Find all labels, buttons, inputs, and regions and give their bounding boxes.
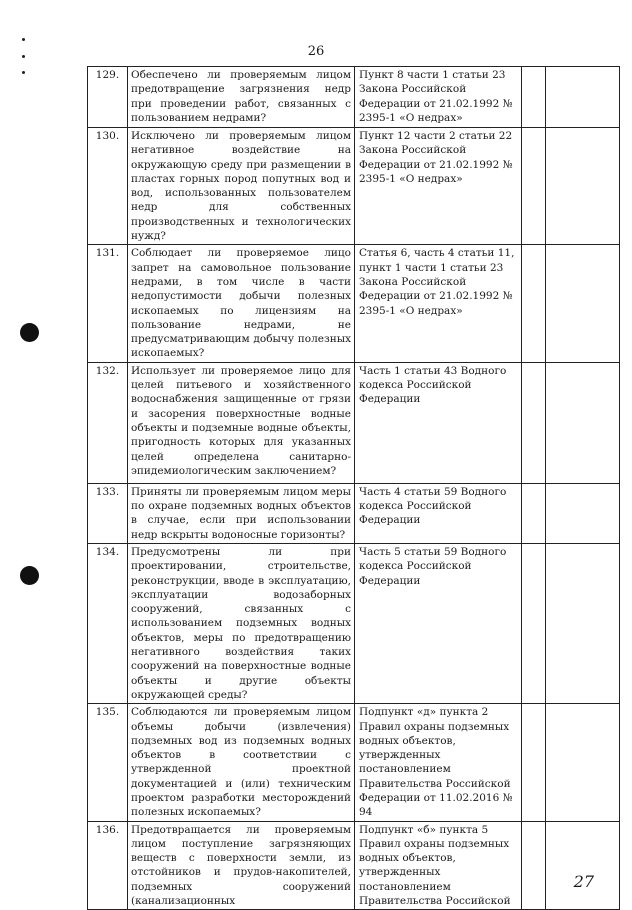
- row-reference: Часть 5 статьи 59 Водного кодекса Российской Федерации: [355, 543, 522, 703]
- row-question: Предусмотрены ли при проектировании, строительстве, реконструкции, вводе в эксплуатацию, эксплуатации водозаборных сооружений, связанных с использованием подземных водных объектов, меры по предотвращению негативного воздействия таких сооружений на поверхностные водные объекты и другие объекты окружающей среды?: [128, 543, 355, 703]
- row-question: Соблюдает ли проверяемое лицо запрет на самовольное пользование недрами, в том числе в части недопустимости добычи полезных ископаемых по лицензиям на пользование недрами, не предусматривающим добычу полезных ископаемых?: [128, 245, 355, 362]
- row-empty-cell: [522, 483, 546, 543]
- row-question: Соблюдаются ли проверяемым лицом объемы добычи (извлечения) подземных вод из подземных водных объектов в соответствии с утвержденной проектной документацией и (или) техническим проектом разработки месторождений полезных ископаемых?: [128, 704, 355, 821]
- row-number: 129.: [88, 67, 128, 128]
- row-empty-cell: [546, 362, 620, 483]
- row-reference: Статья 6, часть 4 статьи 11, пункт 1 части 1 статьи 23 Закона Российской Федерации от 21.02.1992 № 2395-1 «О недрах»: [355, 245, 522, 362]
- row-empty-cell: [546, 543, 620, 703]
- table-row: [88, 821, 620, 910]
- row-empty-cell: [546, 128, 620, 245]
- row-reference: Часть 4 статьи 59 Водного кодекса Российской Федерации: [355, 483, 522, 543]
- row-empty-cell: [522, 245, 546, 362]
- row-empty-cell: [546, 704, 620, 821]
- table-row: [88, 128, 620, 245]
- row-empty-cell: [546, 67, 620, 128]
- punch-hole-top: [20, 323, 39, 342]
- row-empty-cell: [522, 128, 546, 245]
- handwritten-page-number: 27: [573, 872, 594, 891]
- page-number: 26: [307, 44, 325, 59]
- row-empty-cell: [522, 543, 546, 703]
- row-question: Предотвращается ли проверяемым лицом поступление загрязняющих веществ с поверхности земли, из отстойников и прудов-накопителей, подземных сооружений (канализационных: [128, 821, 355, 910]
- row-number: 133.: [88, 483, 128, 543]
- edge-mark: [22, 38, 25, 41]
- row-question: Исключено ли проверяемым лицом негативное воздействие на окружающую среду при размещении в пластах горных пород попутных вод и вод, использованных пользователем недр для собственных производственных и технологических нужд?: [128, 128, 355, 245]
- row-number: 131.: [88, 245, 128, 362]
- row-number: 135.: [88, 704, 128, 821]
- row-empty-cell: [546, 483, 620, 543]
- edge-mark: [22, 55, 25, 58]
- table-row: [88, 67, 620, 128]
- row-reference: Подпункт «б» пункта 5 Правил охраны подземных водных объектов, утвержденных постановлением Правительства Российской: [355, 821, 522, 910]
- punch-hole-bottom: [20, 566, 39, 585]
- row-empty-cell: [522, 821, 546, 910]
- row-reference: Пункт 8 части 1 статьи 23 Закона Российской Федерации от 21.02.1992 № 2395-1 «О недрах»: [355, 67, 522, 128]
- row-number: 136.: [88, 821, 128, 910]
- row-empty-cell: [522, 362, 546, 483]
- row-empty-cell: [522, 67, 546, 128]
- row-reference: Часть 1 статьи 43 Водного кодекса Российской Федерации: [355, 362, 522, 483]
- row-question: Обеспечено ли проверяемым лицом предотвращение загрязнения недр при проведении работ, связанных с пользованием недрами?: [128, 67, 355, 128]
- table-row: [88, 483, 620, 543]
- requirements-table: [87, 66, 620, 910]
- row-question: Приняты ли проверяемым лицом меры по охране подземных водных объектов в случае, если при использовании недр вскрыты водоносные горизонты?: [128, 483, 355, 543]
- row-reference: Подпункт «д» пункта 2 Правил охраны подземных водных объектов, утвержденных постановлением Правительства Российской Федерации от 11.02.2016 № 94: [355, 704, 522, 821]
- row-empty-cell: [546, 245, 620, 362]
- table-row: [88, 704, 620, 821]
- row-number: 134.: [88, 543, 128, 703]
- table-row: [88, 362, 620, 483]
- table-row: [88, 543, 620, 703]
- row-empty-cell: [522, 704, 546, 821]
- edge-mark: [22, 71, 25, 74]
- row-question: Использует ли проверяемое лицо для целей питьевого и хозяйственного водоснабжения защищенные от грязи и засорения поверхностные водные объекты и подземные водные объекты, пригодность которых для указанных целей определена санитарно-эпидемиологическим заключением?: [128, 362, 355, 483]
- row-reference: Пункт 12 части 2 статьи 22 Закона Российской Федерации от 21.02.1992 № 2395-1 «О недрах»: [355, 128, 522, 245]
- row-number: 130.: [88, 128, 128, 245]
- table-row: [88, 245, 620, 362]
- row-empty-cell: [546, 821, 620, 910]
- row-number: 132.: [88, 362, 128, 483]
